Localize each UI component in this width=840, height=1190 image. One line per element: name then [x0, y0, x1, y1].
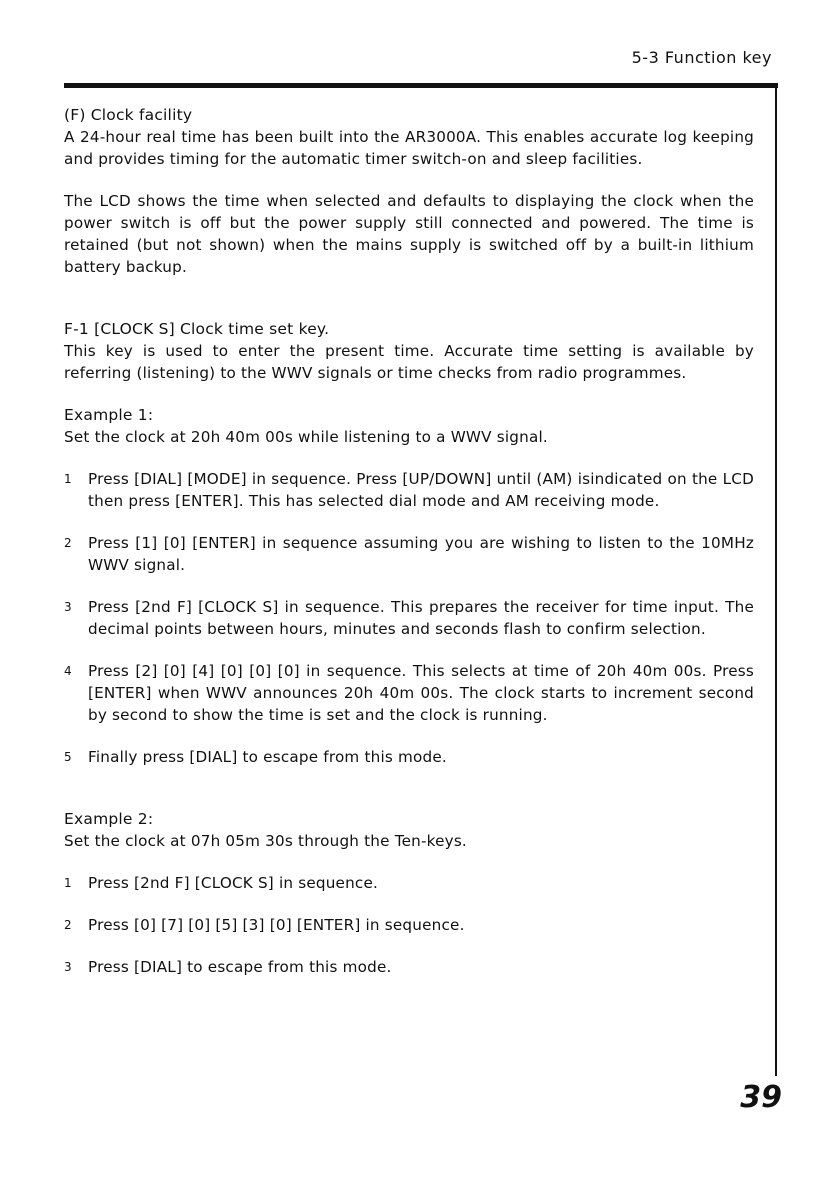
step-text: Press [0] [7] [0] [5] [3] [0] [ENTER] in sequence.: [88, 916, 465, 934]
clock-facility-paragraph-2: The LCD shows the time when selected and defaults to displaying the clock when the power switch is off but the power supply still connected and powered. The time is retained (but not shown) when the mains supply is switched off by a built-in lithium battery backup.: [64, 192, 754, 276]
example-1-step: [64, 596, 754, 640]
clock-facility-paragraph-1: A 24-hour real time has been built into the AR3000A. This enables accurate log keeping and provides timing for the automatic timer switch-on and sleep facilities.: [64, 128, 754, 168]
example-1-step: [64, 746, 754, 768]
step-text: Press [2nd F] [CLOCK S] in sequence.: [88, 874, 379, 892]
running-header: 5-3 Function key: [631, 48, 772, 67]
step-number: 2: [64, 918, 72, 932]
side-rule: [775, 86, 777, 1076]
step-number: 4: [64, 664, 72, 678]
step-text: Press [1] [0] [ENTER] in sequence assuming you are wishing to listen to the 10MHz WWV signal.: [88, 534, 754, 574]
step-text: Press [DIAL] [MODE] in sequence. Press [UP/DOWN] until (AM) isindicated on the LCD then press [ENTER]. This has selected dial mode and AM receiving mode.: [88, 470, 754, 510]
example-2-step: [64, 872, 754, 894]
example-1-step: [64, 660, 754, 726]
step-text: Press [2nd F] [CLOCK S] in sequence. This prepares the receiver for time input. The decimal points between hours, minutes and seconds flash to confirm selection.: [88, 598, 754, 638]
example-1-intro: Set the clock at 20h 40m 00s while listening to a WWV signal.: [64, 428, 548, 446]
example-2-step: [64, 914, 754, 936]
step-number: 5: [64, 750, 72, 764]
example-2-heading: Example 2:: [64, 810, 154, 828]
step-number: 3: [64, 600, 72, 614]
section-heading-clock-facility: (F) Clock facility: [64, 106, 193, 124]
top-rule: [64, 83, 778, 88]
example-1-step: [64, 532, 754, 576]
section-heading-clock-set-key: F-1 [CLOCK S] Clock time set key.: [64, 320, 330, 338]
step-text: Finally press [DIAL] to escape from this mode.: [88, 748, 447, 766]
page-content: [64, 104, 754, 978]
example-2-intro: Set the clock at 07h 05m 30s through the Ten-keys.: [64, 832, 467, 850]
step-text: Press [DIAL] to escape from this mode.: [88, 958, 392, 976]
step-number: 2: [64, 536, 72, 550]
clock-set-key-paragraph: This key is used to enter the present time. Accurate time setting is available by referring (listening) to the WWV signals or time checks from radio programmes.: [64, 342, 754, 382]
example-1-heading: Example 1:: [64, 406, 154, 424]
example-2-step: [64, 956, 754, 978]
example-1-step: [64, 468, 754, 512]
step-number: 3: [64, 960, 72, 974]
page-number: 39: [740, 1080, 782, 1115]
step-number: 1: [64, 472, 72, 486]
step-text: Press [2] [0] [4] [0] [0] [0] in sequence. This selects at time of 20h 40m 00s. Press [ENTER] when WWV announces 20h 40m 00s. The clock starts to increment second by second to show the time is set and the clock is running.: [88, 662, 754, 724]
step-number: 1: [64, 876, 72, 890]
